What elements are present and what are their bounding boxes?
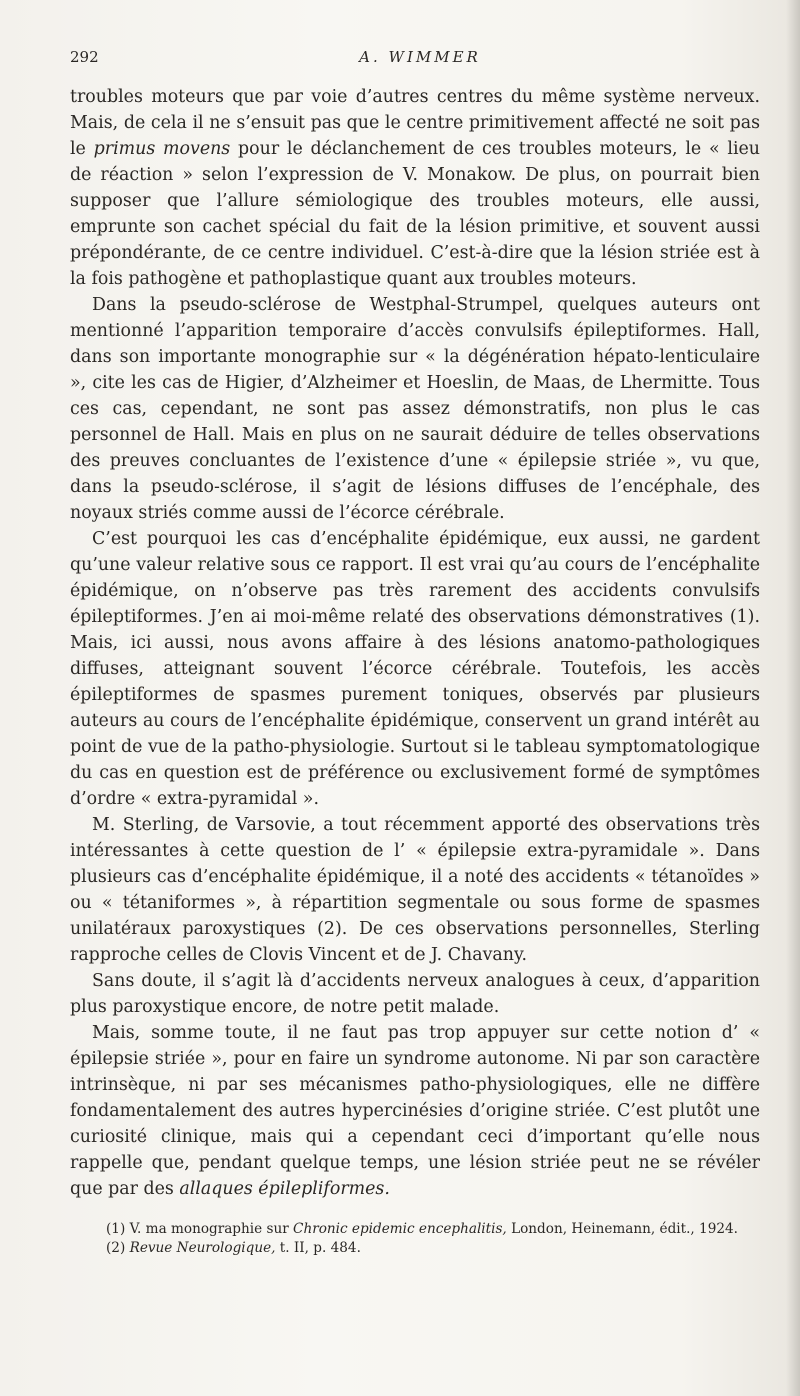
footnote-text: V. ma monographie sur	[129, 1221, 289, 1237]
footnote-title: Chronic epidemic encephalitis,	[293, 1221, 507, 1237]
text-run: Mais, somme toute, il ne faut pas trop appuyer sur cette notion d’ « épilepsie striée », pour en faire un syndrome autonome. Ni par son caractère intrinsèque, ni par ses mécanismes patho-physiologiques, elle ne diffère fondamentalement des autres hypercinésies d’origine striée. C’est plutôt une curiosité clinique, mais qui a cependant ceci d’important qu’elle nous rappelle que, pendant quelque temps, une lésion striée peut ne se révéler que par des	[70, 1023, 760, 1199]
footnote	[70, 1239, 760, 1258]
footnote-text: London, Heinemann, édit., 1924.	[511, 1221, 738, 1237]
paragraph: Dans la pseudo-sclérose de Westphal-Strumpel, quelques auteurs ont mentionné l’apparition temporaire d’accès convulsifs épileptiformes. Hall, dans son importante monographie sur « la dégénération hépato-lenticulaire », cite les cas de Higier, d’Alzheimer et Hoeslin, de Maas, de Lhermitte. Tous ces cas, cependant, ne sont pas assez démonstratifs, non plus le cas personnel de Hall. Mais en plus on ne saurait déduire de telles observations des preuves concluantes de l’existence d’une « épilepsie striée », vu que, dans la pseudo-sclérose, il s’agit de lésions diffuses de l’encéphale, des noyaux striés comme aussi de l’écorce cérébrale.	[70, 295, 760, 523]
italic-phrase: allaques épilepliformes.	[179, 1179, 390, 1199]
paragraph: M. Sterling, de Varsovie, a tout récemment apporté des observations très intéressantes à cette question de l’ « épilepsie extra-pyramidale ». Dans plusieurs cas d’encéphalite épidémique, il a noté des accidents « tétanoïdes » ou « tétaniformes », à répartition segmentale ou sous forme de spasmes unilatéraux paroxystiques (2). De ces observations personnelles, Sterling rapproche celles de Clovis Vincent et de J. Chavany.	[70, 815, 760, 965]
paragraph	[70, 1020, 760, 1202]
footnote-marker: (1)	[106, 1221, 126, 1237]
running-head-author: A. WIMMER	[359, 48, 481, 66]
body-text	[70, 84, 760, 1202]
running-head	[70, 48, 770, 72]
page-number: 292	[70, 48, 99, 66]
footnote-marker: (2)	[106, 1240, 126, 1256]
footnotes	[70, 1220, 760, 1258]
paragraph: Sans doute, il s’agit là d’accidents nerveux analogues à ceux, d’apparition plus paroxystique encore, de notre petit malade.	[70, 971, 760, 1017]
text-run: troubles moteurs que par voie d’autres centres du même système nerveux. Mais, de cela il ne s’ensuit pas que le centre primitivement affecté ne soit pas le	[70, 87, 760, 159]
italic-phrase: primus movens	[93, 139, 231, 159]
paragraph: C’est pourquoi les cas d’encéphalite épidémique, eux aussi, ne gardent qu’une valeur relative sous ce rapport. Il est vrai qu’au cours de l’encéphalite épidémique, on n’observe pas très rarement des accidents convulsifs épileptiformes. J’en ai moi-même relaté des observations démonstratives (1). Mais, ici aussi, nous avons affaire à des lésions anatomo-pathologiques diffuses, atteignant souvent l’écorce cérébrale. Toutefois, les accès épileptiformes de spasmes purement toniques, observés par plusieurs auteurs au cours de l’encéphalite épidémique, conservent un grand intérêt au point de vue de la patho-physiologie. Surtout si le tableau symptomatologique du cas en question est de préférence ou exclusivement formé de symptômes d’ordre « extra-pyramidal ».	[70, 529, 760, 809]
page-edge-shadow	[786, 0, 800, 1396]
footnote-text: t. II, p. 484.	[279, 1240, 361, 1256]
footnote-title: Revue Neurologique,	[129, 1240, 276, 1256]
footnote	[70, 1220, 760, 1239]
paragraph-continuation	[70, 84, 760, 292]
text-run: pour le déclanchement de ces troubles moteurs, le « lieu de réaction » selon l’expression de V. Monakow. De plus, on pourrait bien supposer que l’allure sémiologique des troubles moteurs, elle aussi, emprunte son cachet spécial du fait de la lésion primitive, et souvent aussi prépondérante, de ce centre individuel. C’est-à-dire que la lésion striée est à la fois pathogène et pathoplastique quant aux troubles moteurs.	[70, 139, 761, 289]
